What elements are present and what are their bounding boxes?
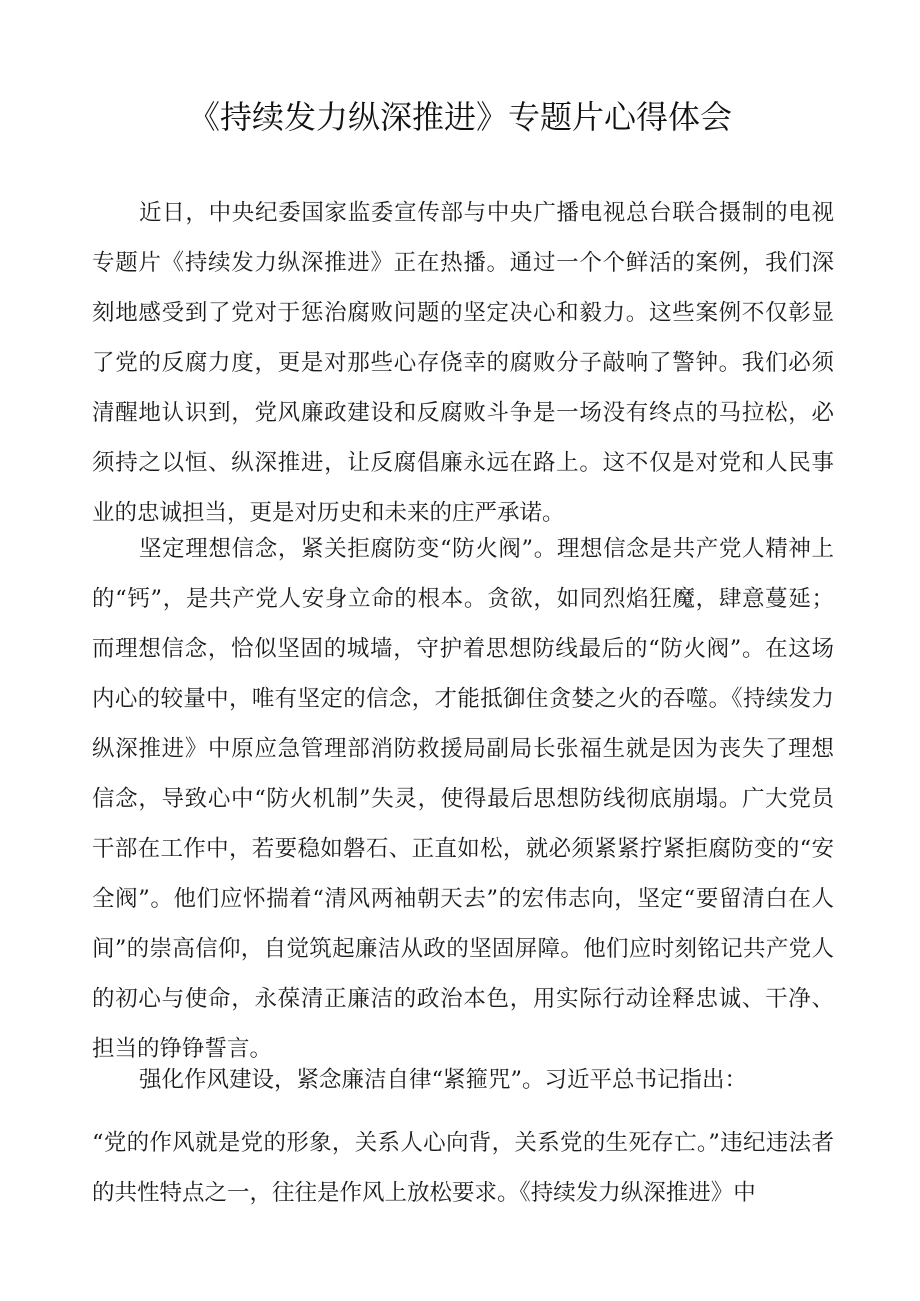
paragraph: 近日，中央纪委国家监委宣传部与中央广播电视总台联合摄制的电视专题片《持续发力纵深推进》正在热播。通过一个个鲜活的案例，我们深刻地感受到了党对于惩治腐败问题的坚定决心和毅力。这些案例不仅彰显了党的反腐力度，更是对那些心存侥幸的腐败分子敲响了警钟。我们必须清醒地认识到，党风廉政建设和反腐败斗争是一场没有终点的马拉松，必须持之以恒、纵深推进，让反腐倡廉永远在路上。这不仅是对党和人民事业的忠诚担当，更是对历史和未来的庄严承诺。 [92,200,834,526]
paragraph: “党的作风就是党的形象，关系人心向背，关系党的生死存亡。”违纪违法者的共性特点之一，往往是作风上放松要求。《持续发力纵深推进》中 [92,1130,834,1206]
paragraph: 坚定理想信念，紧关拒腐防变“防火阀”。理想信念是共产党人精神上的“钙”，是共产党人安身立命的根本。贪欲，如同烈焰狂魔，肆意蔓延；而理想信念，恰似坚固的城墙，守护着思想防线最后的“防火阀”。在这场内心的较量中，唯有坚定的信念，才能抵御住贪婪之火的吞噬。《持续发力纵深推进》中原应急管理部消防救援局副局长张福生就是因为丧失了理想信念，导致心中“防火机制”失灵，使得最后思想防线彻底崩塌。广大党员干部在工作中，若要稳如磐石、正直如松，就必须紧紧拧紧拒腐防变的“安全阀”。他们应怀揣着“清风两袖朝天去”的宏伟志向，坚定“要留清白在人间”的崇高信仰，自觉筑起廉洁从政的坚固屏障。他们应时刻铭记共产党人的初心与使命，永葆清正廉洁的政治本色，用实际行动诠释忠诚、干净、担当的铮铮誓言。 [92,536,834,1062]
document-title: 《持续发力纵深推进》专题片心得体会 [187,98,732,136]
paragraph: 强化作风建设，紧念廉洁自律“紧箍咒”。习近平总书记指出： [139,1067,748,1093]
